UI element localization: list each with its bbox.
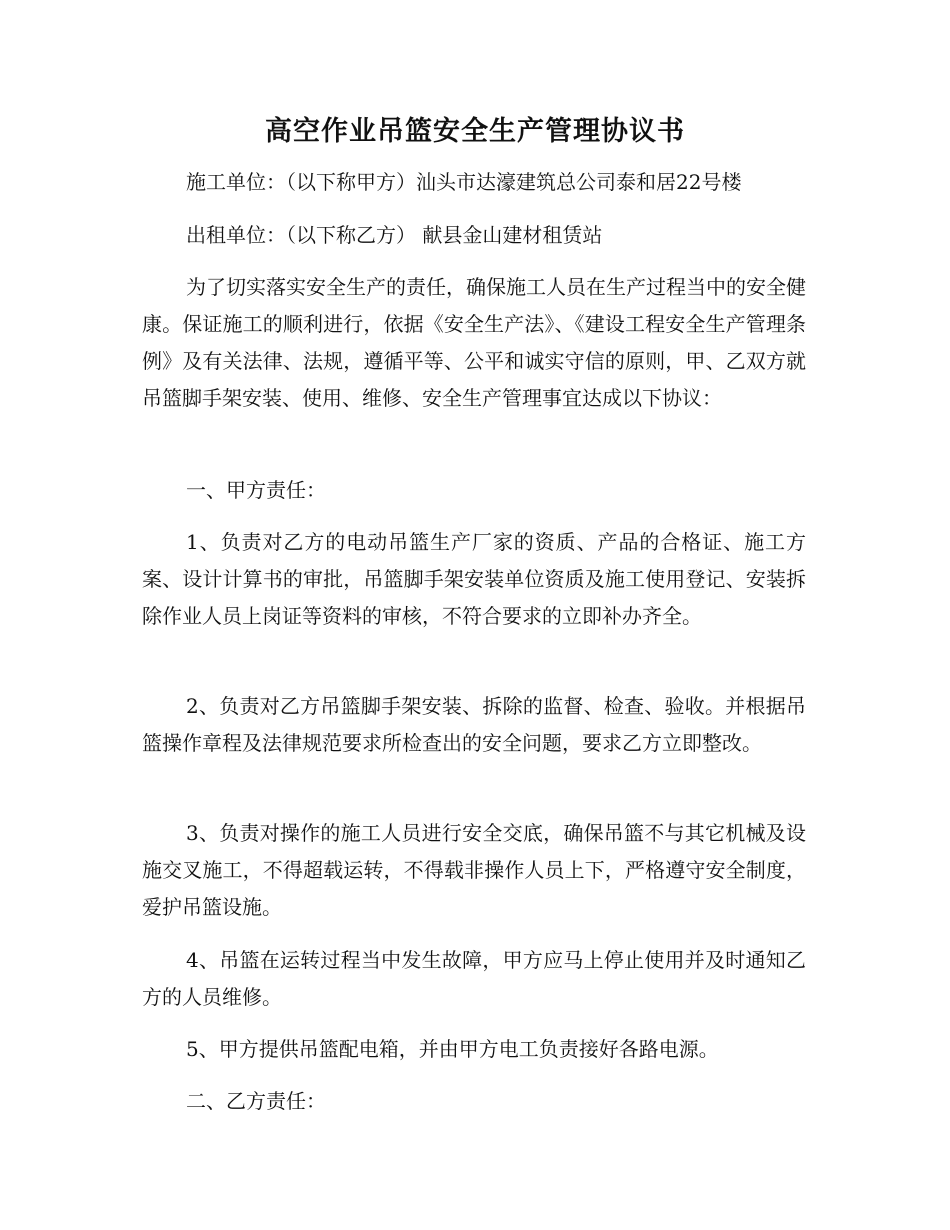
clause-a-5: 5、甲方提供吊篮配电箱，并由甲方电工负责接好各路电源。 bbox=[186, 1037, 719, 1061]
section-heading-party-a: 一、甲方责任： bbox=[186, 478, 326, 502]
clause-a-3: 3、负责对操作的施工人员进行安全交底，确保吊篮不与其它机械及设施交叉施工，不得超载运转，不得载非操作人员上下，严格遵守安全制度，爱护吊篮设施。 bbox=[142, 821, 806, 919]
party-a-line: 施工单位：（以下称甲方）汕头市达濠建筑总公司泰和居22号楼 bbox=[186, 170, 742, 194]
intro-paragraph: 为了切实落实安全生产的责任，确保施工人员在生产过程当中的安全健康。保证施工的顺利进行，依据《安全生产法》、《建设工程安全生产管理条例》及有关法律、法规，遵循平等、公平和诚实守信的原则，甲、乙双方就吊篮脚手架安装、使用、维修、安全生产管理事宜达成以下协议： bbox=[142, 275, 806, 410]
clause-a-2: 2、负责对乙方吊篮脚手架安装、拆除的监督、检查、验收。并根据吊篮操作章程及法律规范要求所检查出的安全问题，要求乙方立即整改。 bbox=[142, 694, 806, 755]
document-title: 高空作业吊篮安全生产管理协议书 bbox=[265, 116, 685, 147]
clause-a-1: 1、负责对乙方的电动吊篮生产厂家的资质、产品的合格证、施工方案、设计计算书的审批，吊篮脚手架安装单位资质及施工使用登记、安装拆除作业人员上岗证等资料的审核，不符合要求的立即补办齐全。 bbox=[142, 530, 806, 628]
clause-a-4: 4、吊篮在运转过程当中发生故障，甲方应马上停止使用并及时通知乙方的人员维修。 bbox=[142, 948, 806, 1009]
party-b-line: 出租单位：（以下称乙方） 献县金山建材租赁站 bbox=[186, 223, 603, 247]
section-heading-party-b: 二、乙方责任： bbox=[186, 1089, 326, 1113]
